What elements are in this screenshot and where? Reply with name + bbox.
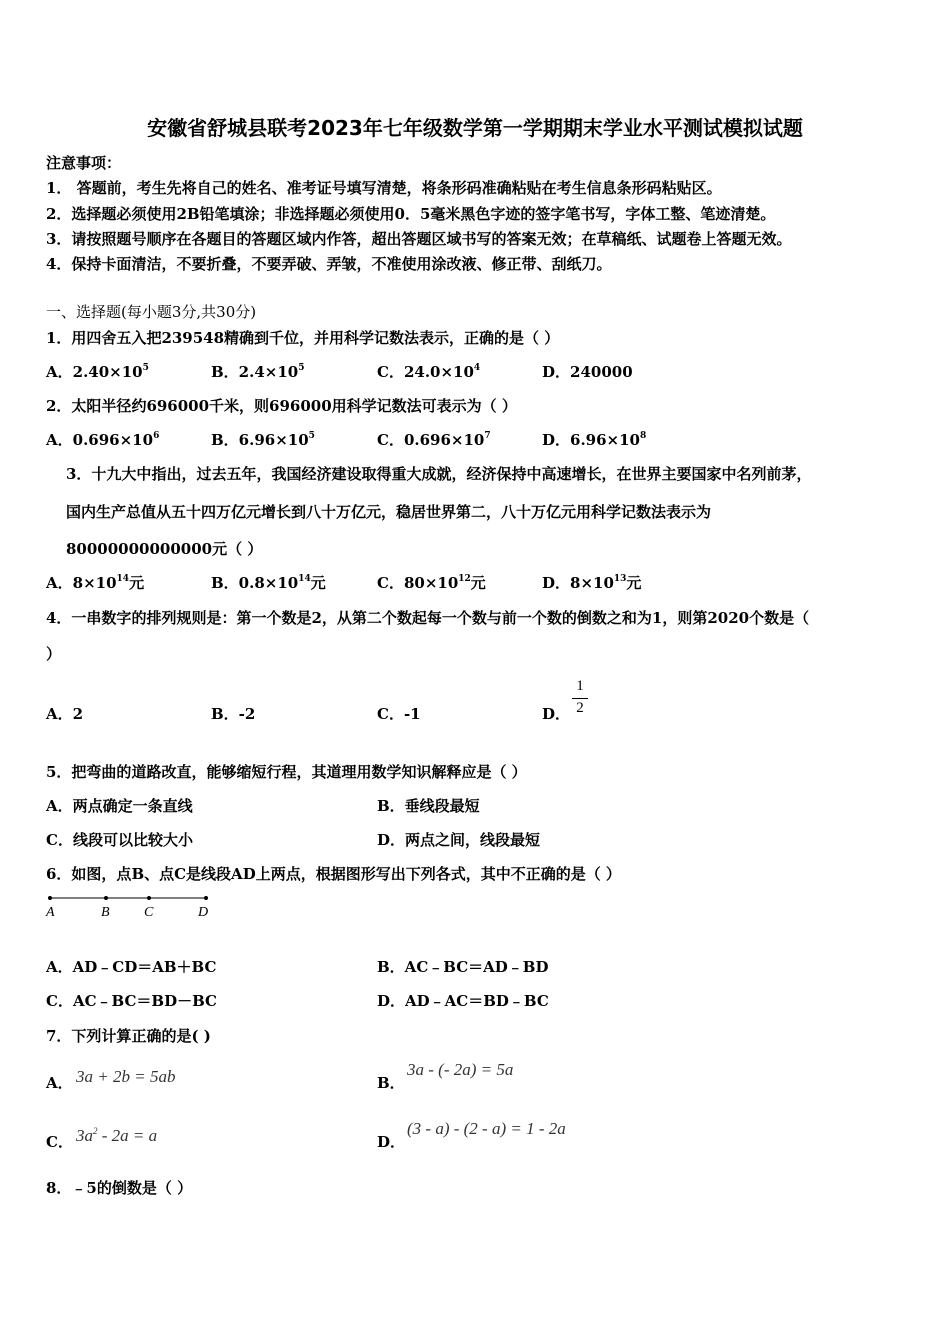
section-heading: 一、选择题(每小题3分,共30分) (46, 303, 257, 321)
question-4-line: ） (46, 645, 62, 663)
q7-option-d-label: D． (377, 1133, 406, 1151)
q5-option-c: C．线段可以比较大小 (46, 831, 193, 849)
question-2-stem: 2．太阳半径约696000千米，则696000用科学记数法可表示为（ ） (46, 397, 517, 415)
q1-option-c: C．$24.0\times 10^4$ (377, 363, 481, 381)
point-label-c: C (144, 905, 154, 920)
q2-option-a: A．$0.696\times 10^6$ (46, 431, 160, 449)
notice-item: 2．选择题必须使用2B铅笔填涂；非选择题必须使用0．5毫米黑色字迹的签字笔书写，字体工整、笔迹清楚。 (46, 205, 776, 223)
question-3-line: 国内生产总值从五十四万亿元增长到八十万亿元，稳居世界第二，八十万亿元用科学记数法表示为 (66, 503, 712, 521)
q6-option-d: D．AD﹣AC＝BD﹣BC (377, 992, 549, 1010)
notice-heading: 注意事项： (46, 154, 122, 172)
point-label-b: B (101, 905, 110, 920)
q4-option-c: C．-1 (377, 705, 421, 723)
q1-option-b: B．$2.4\times 10^5$ (211, 363, 305, 381)
q7-option-c-label: C． (46, 1133, 73, 1151)
q5-option-b: B．垂线段最短 (377, 797, 480, 815)
q2-option-d: D．$6.96\times 10^8$ (542, 431, 647, 449)
fraction-denominator: 2 (576, 700, 584, 716)
question-3-line: 80000000000000元（ ） (66, 540, 263, 558)
question-6-stem: 6．如图，点B、点C是线段AD上两点，根据图形写出下列各式，其中不正确的是（ ） (46, 865, 621, 883)
q2-option-c: C．$0.696\times 10^7$ (377, 431, 491, 449)
point-label-a: A (46, 905, 55, 920)
q4-option-d: D． (542, 705, 571, 723)
point-label-d: D (198, 905, 209, 920)
q1-option-a: A．$2.40\times 10^5$ (46, 363, 149, 381)
q3-option-b: B．$0.8\times 10^{14}$元 (211, 574, 326, 592)
q2-option-b: B．$6.96\times 10^5$ (211, 431, 315, 449)
question-3-line: 3．十九大中指出，过去五年，我国经济建设取得重大成就，经济保持中高速增长，在世界主要国家中名列前茅， (66, 465, 812, 483)
q4-option-a: A．2 (46, 705, 84, 723)
q6-option-c: C．AC﹣BC＝BD－BC (46, 992, 217, 1010)
fraction-bar (572, 698, 588, 699)
q7-option-d-expression: (3 - a) - (2 - a) = 1 - 2a (407, 1119, 566, 1138)
point-d (204, 896, 208, 900)
point-a (48, 896, 52, 900)
fraction-numerator: 1 (576, 678, 584, 694)
question-5-stem: 5．把弯曲的道路改直，能够缩短行程，其道理用数学知识解释应是（ ） (46, 763, 527, 781)
q7-option-c-expression: $3a^2 - 2a = a$ (76, 1126, 158, 1145)
q7-option-b-label: B． (377, 1074, 405, 1092)
notice-item: 1． 答题前，考生先将自己的姓名、准考证号填写清楚，将条形码准确粘贴在考生信息条形码粘贴区。 (46, 179, 722, 197)
q6-option-b: B．AC﹣BC＝AD﹣BD (377, 958, 549, 976)
question-7-stem: 7．下列计算正确的是( ) (46, 1027, 211, 1045)
q6-option-a: A．AD﹣CD＝AB＋BC (46, 958, 217, 976)
q7-option-b-expression: 3a - (- 2a) = 5a (407, 1060, 514, 1079)
question-8-stem: 8．﹣5的倒数是（ ） (46, 1179, 193, 1197)
q4-option-b: B．-2 (211, 705, 256, 723)
q7-option-a-label: A． (46, 1074, 73, 1092)
q5-option-d: D．两点之间，线段最短 (377, 831, 541, 849)
q3-option-c: C．$80\times 10^{12}$元 (377, 574, 486, 592)
q3-option-a: A．$8\times 10^{14}$元 (46, 574, 145, 592)
point-b (104, 896, 108, 900)
notice-item: 4．保持卡面清洁，不要折叠，不要弄破、弄皱，不准使用涂改液、修正带、刮纸刀。 (46, 255, 612, 273)
question-4-line: 4．一串数字的排列规则是：第一个数是2，从第二个数起每一个数与前一个数的倒数之和为1，则第2020个数是（ (46, 609, 810, 627)
question-1-stem: 1．用四舍五入把239548精确到千位，并用科学记数法表示，正确的是（ ） (46, 329, 560, 347)
q7-option-a-expression: 3a + 2b = 5ab (76, 1067, 176, 1086)
line-segment-figure (44, 893, 224, 903)
q1-option-d: D．240000 (542, 363, 633, 381)
page-title: 安徽省舒城县联考2023年七年级数学第一学期期末学业水平测试模拟试题 (147, 116, 803, 140)
notice-item: 3．请按照题号顺序在各题目的答题区域内作答，超出答题区域书写的答案无效；在草稿纸、试题卷上答题无效。 (46, 230, 792, 248)
point-c (147, 896, 151, 900)
fraction-one-half (572, 678, 588, 717)
q3-option-d: D．$8\times 10^{13}$元 (542, 574, 642, 592)
q5-option-a: A．两点确定一条直线 (46, 797, 193, 815)
